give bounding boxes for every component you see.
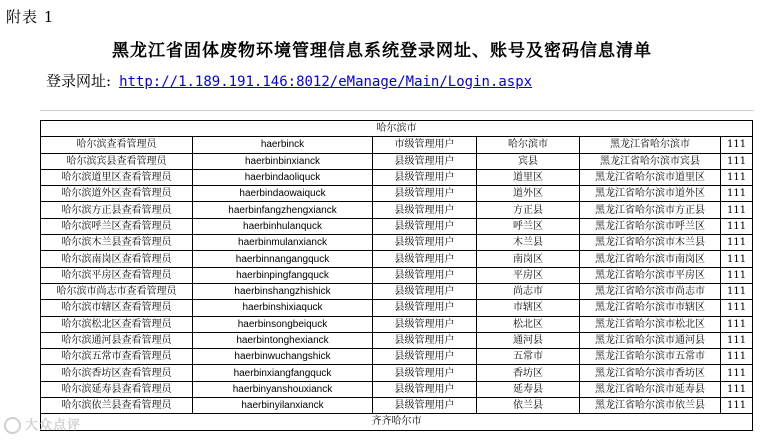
table-row xyxy=(41,169,753,185)
cell-region: 黑龙江省哈尔滨市平房区 xyxy=(580,267,721,283)
cell-region: 黑龙江省哈尔滨市木兰县 xyxy=(580,235,721,251)
cell-region: 黑龙江省哈尔滨市通河县 xyxy=(580,332,721,348)
cell-user-name: 哈尔滨宾县查看管理员 xyxy=(41,153,193,169)
section-header-row xyxy=(41,414,753,430)
cell-user-name: 哈尔滨呼兰区查看管理员 xyxy=(41,218,193,234)
cell-district: 通河县 xyxy=(477,332,580,348)
cell-district: 尚志市 xyxy=(477,283,580,299)
cell-district: 哈尔滨市 xyxy=(477,137,580,153)
cell-role: 县级管理用户 xyxy=(373,267,477,283)
cell-region: 黑龙江省哈尔滨市道外区 xyxy=(580,186,721,202)
cell-password: 111 xyxy=(721,137,753,153)
cell-user-name: 哈尔滨木兰县查看管理员 xyxy=(41,235,193,251)
cell-user-name: 哈尔滨通河县查看管理员 xyxy=(41,332,193,348)
cell-role: 县级管理用户 xyxy=(373,398,477,414)
cell-district: 市辖区 xyxy=(477,300,580,316)
cell-account: haerbinsongbeiquck xyxy=(193,316,373,332)
table-row xyxy=(41,202,753,218)
cell-user-name: 哈尔滨依兰县查看管理员 xyxy=(41,398,193,414)
cell-district: 五常市 xyxy=(477,349,580,365)
cell-region: 黑龙江省哈尔滨市松北区 xyxy=(580,316,721,332)
table-row xyxy=(41,316,753,332)
table-row xyxy=(41,283,753,299)
document-title: 黑龙江省固体废物环境管理信息系统登录网址、账号及密码信息清单 xyxy=(112,41,652,61)
cell-password: 111 xyxy=(721,316,753,332)
cell-region: 黑龙江省哈尔滨市方正县 xyxy=(580,202,721,218)
cell-password: 111 xyxy=(721,300,753,316)
cell-account: haerbinnangangquck xyxy=(193,251,373,267)
cell-account: haerbinfangzhengxianck xyxy=(193,202,373,218)
cell-password: 111 xyxy=(721,365,753,381)
cell-role: 县级管理用户 xyxy=(373,349,477,365)
cell-account: haerbinshangzhishick xyxy=(193,283,373,299)
cell-region: 黑龙江省哈尔滨市延寿县 xyxy=(580,381,721,397)
cell-role: 县级管理用户 xyxy=(373,381,477,397)
cell-district: 延寿县 xyxy=(477,381,580,397)
table-row xyxy=(41,300,753,316)
watermark-logo-icon xyxy=(4,417,21,434)
cell-account: haerbindaowaiquck xyxy=(193,186,373,202)
section-header-row xyxy=(41,121,753,137)
cell-password: 111 xyxy=(721,267,753,283)
section-header: 齐齐哈尔市 xyxy=(41,414,753,430)
table-row xyxy=(41,398,753,414)
cell-district: 香坊区 xyxy=(477,365,580,381)
cell-user-name: 哈尔滨方正县查看管理员 xyxy=(41,202,193,218)
cell-password: 111 xyxy=(721,235,753,251)
cell-password: 111 xyxy=(721,251,753,267)
cell-account: haerbinbinxianck xyxy=(193,153,373,169)
watermark xyxy=(4,414,81,434)
cell-password: 111 xyxy=(721,283,753,299)
table-row xyxy=(41,349,753,365)
watermark-text: 大众点评 xyxy=(25,418,82,433)
table-row xyxy=(41,235,753,251)
cell-account: haerbinshixiaquck xyxy=(193,300,373,316)
cell-role: 县级管理用户 xyxy=(373,169,477,185)
cell-region: 黑龙江省哈尔滨市宾县 xyxy=(580,153,721,169)
cell-role: 县级管理用户 xyxy=(373,202,477,218)
table-row xyxy=(41,153,753,169)
login-url-link[interactable]: http://1.189.191.146:8012/eManage/Main/Login.aspx xyxy=(119,74,533,90)
cell-user-name: 哈尔滨香坊区查看管理员 xyxy=(41,365,193,381)
cell-district: 松北区 xyxy=(477,316,580,332)
cell-user-name: 哈尔滨道里区查看管理员 xyxy=(41,169,193,185)
cell-account: haerbinmulanxianck xyxy=(193,235,373,251)
cell-user-name: 哈尔滨延寿县查看管理员 xyxy=(41,381,193,397)
login-url-label: 登录网址: xyxy=(46,72,112,90)
cell-region: 黑龙江省哈尔滨市呼兰区 xyxy=(580,218,721,234)
cell-user-name: 哈尔滨平房区查看管理员 xyxy=(41,267,193,283)
cell-role: 县级管理用户 xyxy=(373,300,477,316)
cell-password: 111 xyxy=(721,349,753,365)
table-row xyxy=(41,381,753,397)
cell-account: haerbinxiangfangquck xyxy=(193,365,373,381)
cell-role: 县级管理用户 xyxy=(373,283,477,299)
divider xyxy=(40,110,754,111)
cell-account: haerbintonghexianck xyxy=(193,332,373,348)
cell-user-name: 哈尔滨五常市查看管理员 xyxy=(41,349,193,365)
cell-role: 县级管理用户 xyxy=(373,153,477,169)
cell-district: 平房区 xyxy=(477,267,580,283)
cell-role: 县级管理用户 xyxy=(373,332,477,348)
section-header: 哈尔滨市 xyxy=(41,121,753,137)
cell-role: 县级管理用户 xyxy=(373,235,477,251)
cell-user-name: 哈尔滨市尚志市查看管理员 xyxy=(41,283,193,299)
table-row xyxy=(41,218,753,234)
cell-password: 111 xyxy=(721,186,753,202)
cell-account: haerbinyilanxianck xyxy=(193,398,373,414)
cell-password: 111 xyxy=(721,218,753,234)
cell-role: 市级管理用户 xyxy=(373,137,477,153)
table-row xyxy=(41,267,753,283)
cell-user-name: 哈尔滨道外区查看管理员 xyxy=(41,186,193,202)
accounts-table xyxy=(40,120,753,431)
cell-district: 木兰县 xyxy=(477,235,580,251)
cell-user-name: 哈尔滨南岗区查看管理员 xyxy=(41,251,193,267)
login-url-line xyxy=(46,70,532,91)
cell-role: 县级管理用户 xyxy=(373,316,477,332)
cell-district: 道里区 xyxy=(477,169,580,185)
annex-label: 附表 1 xyxy=(6,8,55,26)
cell-user-name: 哈尔滨查看管理员 xyxy=(41,137,193,153)
cell-region: 黑龙江省哈尔滨市市辖区 xyxy=(580,300,721,316)
cell-region: 黑龙江省哈尔滨市 xyxy=(580,137,721,153)
cell-district: 道外区 xyxy=(477,186,580,202)
cell-role: 县级管理用户 xyxy=(373,251,477,267)
cell-role: 县级管理用户 xyxy=(373,186,477,202)
cell-password: 111 xyxy=(721,398,753,414)
cell-district: 南岗区 xyxy=(477,251,580,267)
cell-account: haerbinck xyxy=(193,137,373,153)
cell-region: 黑龙江省哈尔滨市香坊区 xyxy=(580,365,721,381)
table-row xyxy=(41,365,753,381)
cell-region: 黑龙江省哈尔滨市尚志市 xyxy=(580,283,721,299)
cell-account: haerbinpingfangquck xyxy=(193,267,373,283)
cell-region: 黑龙江省哈尔滨市五常市 xyxy=(580,349,721,365)
cell-district: 宾县 xyxy=(477,153,580,169)
cell-password: 111 xyxy=(721,169,753,185)
cell-user-name: 哈尔滨松北区查看管理员 xyxy=(41,316,193,332)
cell-region: 黑龙江省哈尔滨市南岗区 xyxy=(580,251,721,267)
cell-district: 方正县 xyxy=(477,202,580,218)
cell-password: 111 xyxy=(721,153,753,169)
cell-account: haerbinwuchangshick xyxy=(193,349,373,365)
cell-password: 111 xyxy=(721,202,753,218)
table-row xyxy=(41,186,753,202)
cell-password: 111 xyxy=(721,381,753,397)
cell-region: 黑龙江省哈尔滨市依兰县 xyxy=(580,398,721,414)
cell-district: 依兰县 xyxy=(477,398,580,414)
cell-role: 县级管理用户 xyxy=(373,365,477,381)
cell-account: haerbindaoliquck xyxy=(193,169,373,185)
table-row xyxy=(41,137,753,153)
table-row xyxy=(41,251,753,267)
cell-account: haerbinhulanquck xyxy=(193,218,373,234)
cell-password: 111 xyxy=(721,332,753,348)
cell-region: 黑龙江省哈尔滨市道里区 xyxy=(580,169,721,185)
cell-account: haerbinyanshouxianck xyxy=(193,381,373,397)
cell-user-name: 哈尔滨市辖区查看管理员 xyxy=(41,300,193,316)
cell-role: 县级管理用户 xyxy=(373,218,477,234)
table-row xyxy=(41,332,753,348)
cell-district: 呼兰区 xyxy=(477,218,580,234)
